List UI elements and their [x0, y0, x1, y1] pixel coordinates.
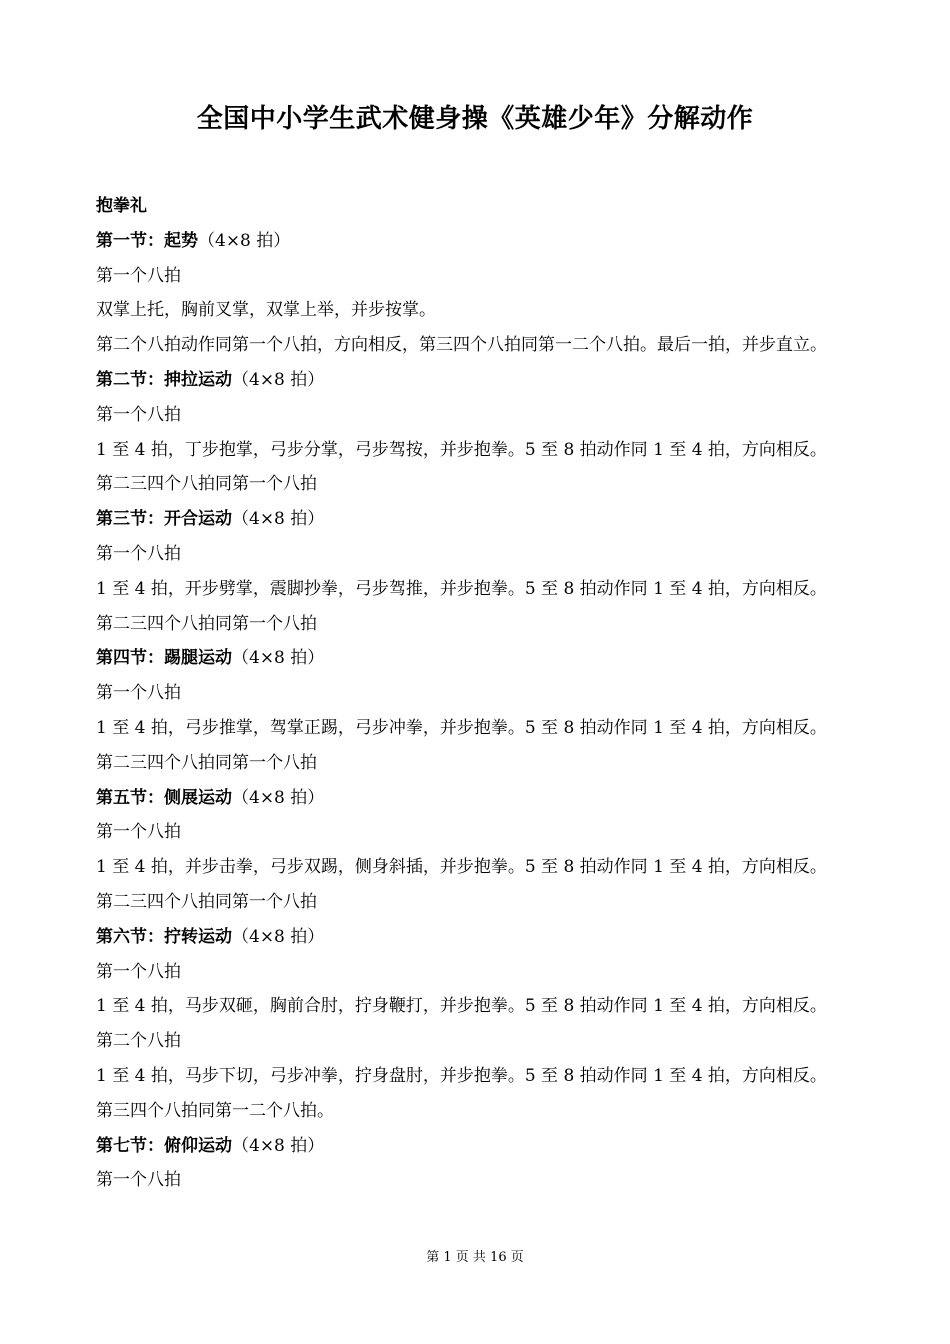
section-name: 俯仰运动 [164, 1135, 232, 1156]
section-heading [96, 363, 876, 398]
section-beats: （4×8 拍） [232, 787, 325, 808]
section-line: 1 至 4 拍，马步双砸，胸前合肘，拧身鞭打，并步抱拳。5 至 8 拍动作同 1 至 4 拍，方向相反。 [96, 996, 827, 1017]
section-label: 第六节： [96, 926, 164, 947]
section-heading [96, 920, 876, 955]
section-line: 第三四个八拍同第一二个八拍。 [96, 1100, 334, 1121]
section-line: 双掌上托，胸前叉掌，双掌上举，并步按掌。 [96, 300, 436, 321]
section-line: 第二个八拍动作同第一个八拍，方向相反，第三四个八拍同第一二个八拍。最后一拍，并步直立。 [96, 335, 827, 356]
section-heading [96, 1129, 876, 1164]
section-line: 第一个八拍 [96, 265, 181, 286]
section-line: 1 至 4 拍，丁步抱掌，弓步分掌，弓步驾按，并步抱拳。5 至 8 拍动作同 1 至 4 拍，方向相反。 [96, 439, 827, 460]
section-line: 第二个八拍 [96, 1031, 181, 1052]
section-heading [96, 641, 876, 676]
section-beats: （4×8 拍） [232, 509, 325, 530]
section-name: 抻拉运动 [164, 369, 232, 390]
section-label: 第四节： [96, 648, 164, 669]
section-heading [96, 781, 876, 816]
section-line: 第二三四个八拍同第一个八拍 [96, 891, 317, 912]
section-line: 第一个八拍 [96, 543, 181, 564]
section-line: 第一个八拍 [96, 683, 181, 704]
section-beats: （4×8 拍） [232, 1135, 325, 1156]
section-line: 第一个八拍 [96, 822, 181, 843]
section-label: 第三节： [96, 509, 164, 530]
section-beats: （4×8 拍） [232, 926, 325, 947]
section-line: 1 至 4 拍，弓步推掌，驾掌正踢，弓步冲拳，并步抱拳。5 至 8 拍动作同 1 至 4 拍，方向相反。 [96, 717, 827, 738]
section-beats: （4×8 拍） [232, 369, 325, 390]
section-name: 开合运动 [164, 509, 232, 530]
document-body [96, 189, 876, 1198]
page-footer: 第 1 页 共 16 页 [426, 1250, 524, 1265]
section-label: 第二节： [96, 369, 164, 390]
section-beats: （4×8 拍） [232, 648, 325, 669]
section-line: 第二三四个八拍同第一个八拍 [96, 752, 317, 773]
section-beats: （4×8 拍） [198, 230, 291, 251]
intro-heading: 抱拳礼 [96, 196, 147, 216]
section-name: 起势 [164, 230, 198, 251]
section-heading [96, 502, 876, 537]
section-line: 1 至 4 拍，并步击拳，弓步双踢，侧身斜插，并步抱拳。5 至 8 拍动作同 1 至 4 拍，方向相反。 [96, 857, 827, 878]
section-name: 踢腿运动 [164, 648, 232, 669]
section-label: 第五节： [96, 787, 164, 808]
section-line: 第二三四个八拍同第一个八拍 [96, 613, 317, 634]
section-heading [96, 224, 876, 259]
section-label: 第七节： [96, 1135, 164, 1156]
section-line: 1 至 4 拍，马步下切，弓步冲拳，拧身盘肘，并步抱拳。5 至 8 拍动作同 1 至 4 拍，方向相反。 [96, 1065, 827, 1086]
section-line: 第二三四个八拍同第一个八拍 [96, 474, 317, 495]
section-name: 侧展运动 [164, 787, 232, 808]
section-label: 第一节： [96, 230, 164, 251]
section-name: 拧转运动 [164, 926, 232, 947]
section-line: 1 至 4 拍，开步劈掌，震脚抄拳，弓步驾推，并步抱拳。5 至 8 拍动作同 1 至 4 拍，方向相反。 [96, 578, 827, 599]
section-line: 第一个八拍 [96, 1170, 181, 1191]
section-line: 第一个八拍 [96, 404, 181, 425]
section-line: 第一个八拍 [96, 961, 181, 982]
page-title: 全国中小学生武术健身操《英雄少年》分解动作 [196, 104, 754, 134]
